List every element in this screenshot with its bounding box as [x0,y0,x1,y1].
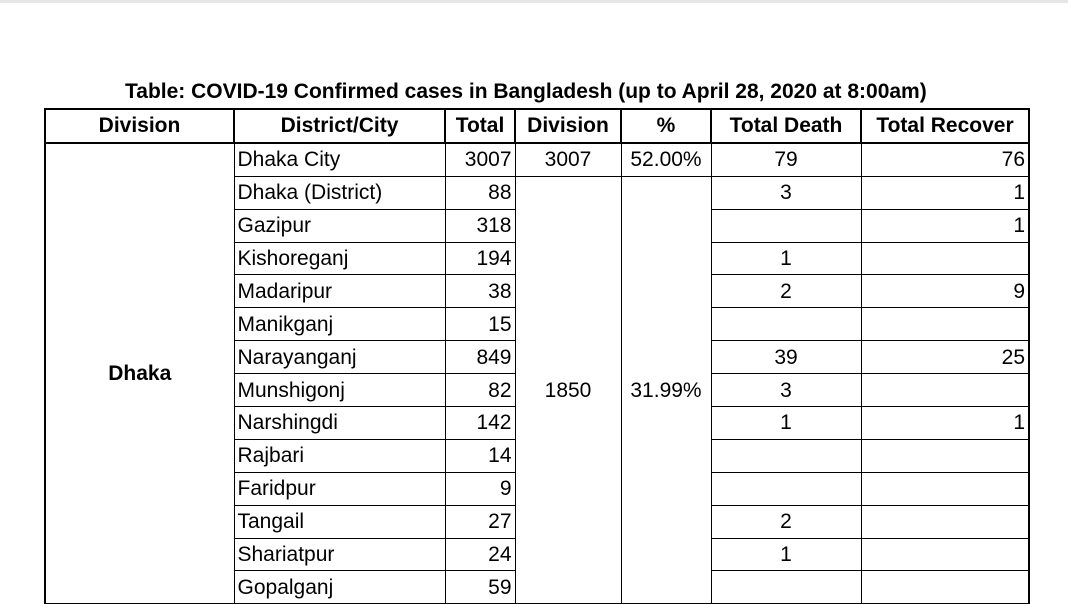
total-cell: 24 [445,538,515,571]
covid-cases-table [44,108,1030,604]
header-total-recover: Total Recover [861,109,1029,143]
recover-cell: 1 [861,407,1029,440]
recover-cell [861,505,1029,538]
recover-cell [861,439,1029,472]
header-percent: % [621,109,711,143]
percent-cell: 31.99% [621,176,711,604]
death-cell: 79 [711,143,861,176]
death-cell: 1 [711,242,861,275]
death-cell [711,439,861,472]
district-cell: Gazipur [234,209,445,242]
district-cell: Faridpur [234,472,445,505]
district-cell: Narshingdi [234,407,445,440]
recover-cell: 9 [861,275,1029,308]
district-cell: Madaripur [234,275,445,308]
recover-cell [861,472,1029,505]
recover-cell: 25 [861,341,1029,374]
death-cell [711,308,861,341]
recover-cell: 1 [861,176,1029,209]
recover-cell [861,242,1029,275]
total-cell: 88 [445,176,515,209]
header-division: Division [45,109,234,143]
percent-cell: 52.00% [621,143,711,176]
recover-cell [861,571,1029,604]
total-cell: 27 [445,505,515,538]
recover-cell: 76 [861,143,1029,176]
total-cell: 15 [445,308,515,341]
top-border [0,0,1068,3]
district-cell: Narayanganj [234,341,445,374]
death-cell: 1 [711,407,861,440]
district-cell: Tangail [234,505,445,538]
district-cell: Gopalganj [234,571,445,604]
death-cell [711,472,861,505]
district-cell: Munshigonj [234,374,445,407]
total-cell: 142 [445,407,515,440]
recover-cell [861,308,1029,341]
district-cell: Dhaka City [234,143,445,176]
death-cell: 3 [711,176,861,209]
district-cell: Manikganj [234,308,445,341]
death-cell: 2 [711,505,861,538]
district-cell: Dhaka (District) [234,176,445,209]
total-cell: 318 [445,209,515,242]
district-cell: Rajbari [234,439,445,472]
total-cell: 14 [445,439,515,472]
header-total-death: Total Death [711,109,861,143]
table-title: Table: COVID-19 Confirmed cases in Bangladesh (up to April 28, 2020 at 8:00am) [125,80,927,103]
header-total: Total [445,109,515,143]
total-cell: 3007 [445,143,515,176]
table-row [45,143,1029,176]
header-district-city: District/City [234,109,445,143]
death-cell: 1 [711,538,861,571]
total-cell: 9 [445,472,515,505]
division-total-cell: 3007 [515,143,621,176]
death-cell: 39 [711,341,861,374]
total-cell: 82 [445,374,515,407]
recover-cell [861,538,1029,571]
total-cell: 59 [445,571,515,604]
district-cell: Kishoreganj [234,242,445,275]
total-cell: 849 [445,341,515,374]
total-cell: 38 [445,275,515,308]
death-cell: 2 [711,275,861,308]
header-division-total: Division [515,109,621,143]
death-cell: 3 [711,374,861,407]
district-cell: Shariatpur [234,538,445,571]
division-total-cell: 1850 [515,176,621,604]
death-cell [711,571,861,604]
header-row [45,109,1029,143]
recover-cell [861,374,1029,407]
death-cell [711,209,861,242]
total-cell: 194 [445,242,515,275]
recover-cell: 1 [861,209,1029,242]
division-name-cell: Dhaka [45,143,234,604]
